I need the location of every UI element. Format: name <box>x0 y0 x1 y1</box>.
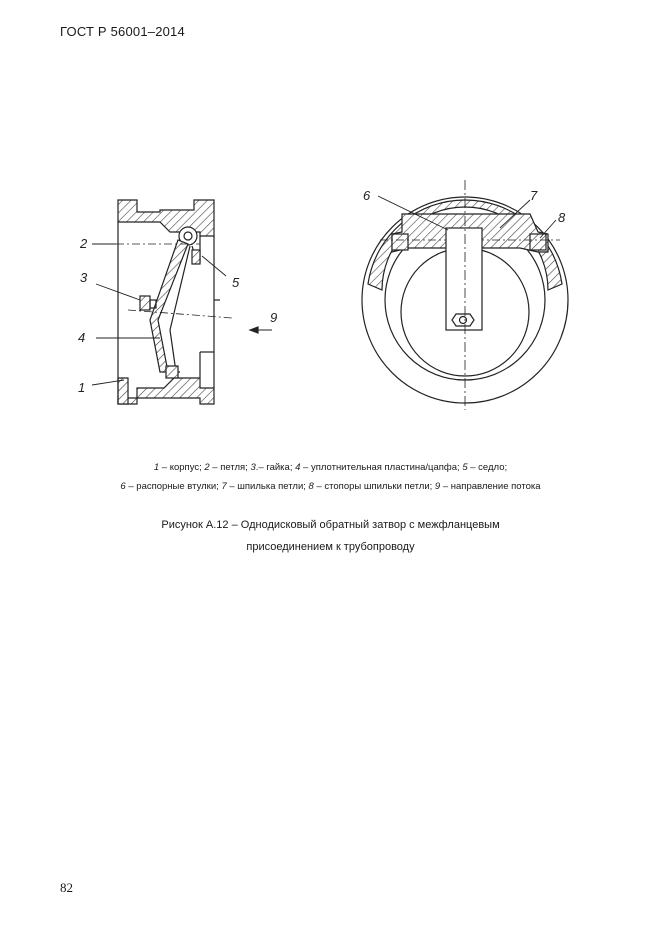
label-5: 5 <box>232 275 240 290</box>
legend-number: 2 <box>204 462 210 473</box>
legend-line-1 <box>0 461 661 475</box>
legend-text: – направление потока <box>440 481 541 492</box>
figure-caption-line-2: присоединением к трубопроводу <box>246 541 415 553</box>
legend-number: 3 <box>250 462 256 473</box>
legend-text: – уплотнительная пластина/цапфа; <box>300 462 463 473</box>
legend-text: – шпилька петли; <box>226 481 309 492</box>
front-view <box>362 180 568 410</box>
legend-line-2 <box>0 480 661 494</box>
label-4: 4 <box>78 330 86 345</box>
legend-number: 6 <box>120 481 126 492</box>
figure-caption-line-1: Рисунок А.12 – Однодисковый обратный затвор с межфланцевым <box>161 519 500 531</box>
legend-text: – петля; <box>209 462 251 473</box>
document-header: ГОСТ Р 56001–2014 <box>60 24 185 39</box>
legend-number: 4 <box>295 462 301 473</box>
legend-number: 8 <box>308 481 314 492</box>
legend-number: 1 <box>153 462 160 473</box>
side-section-view <box>92 200 272 404</box>
label-2: 2 <box>80 236 88 251</box>
legend-number: 9 <box>434 481 441 492</box>
label-9: 9 <box>270 310 278 325</box>
legend-text: – седло; <box>467 462 508 473</box>
label-6: 6 <box>363 188 371 203</box>
label-8: 8 <box>558 210 566 225</box>
label-3: 3 <box>80 270 88 285</box>
legend-number: 5 <box>462 462 468 473</box>
legend-text: – стопоры шпильки петли; <box>313 481 435 492</box>
legend-text: – корпус; <box>159 462 205 473</box>
legend-text: – распорные втулки; <box>125 481 222 492</box>
legend-text: .– гайка; <box>255 462 296 473</box>
legend-number: 7 <box>221 481 227 492</box>
valve-drawing <box>0 0 661 460</box>
label-7: 7 <box>530 188 538 203</box>
page-number: 82 <box>60 880 73 895</box>
label-1: 1 <box>78 380 86 395</box>
